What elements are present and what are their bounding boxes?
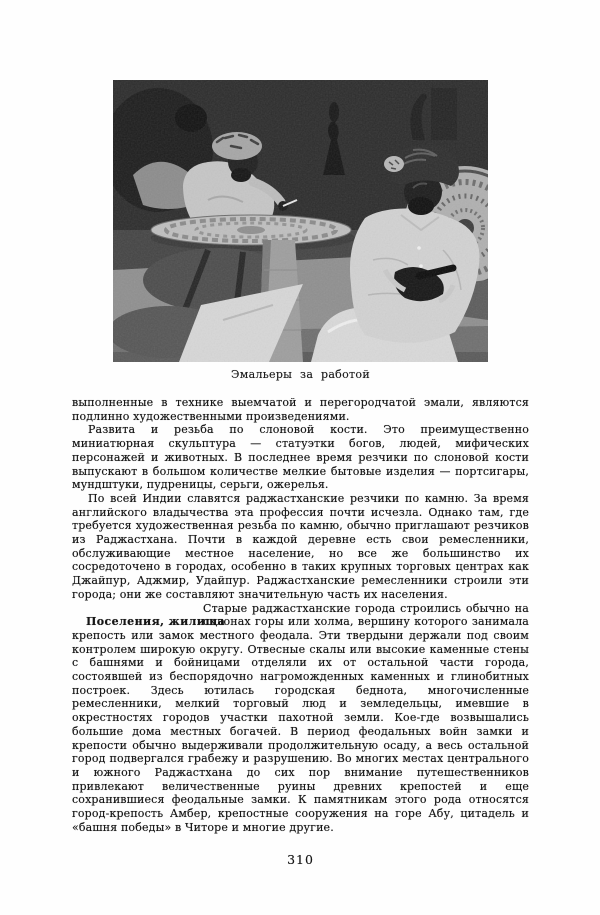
photo-caption: Эмальеры за работой [231, 368, 370, 381]
paragraph [72, 423, 529, 492]
enamellers-photo [113, 80, 488, 362]
paragraph-text: По всей Индии славятся раджастханские резчики по камню. За время английского владычества эта профессия почти исчезла. Однако там, где требуется художественная резьба по камню, обычно приглашают резчиков из Раджастхана. Почти в каждой деревне есть свои ремесленники, обслуживающие местное население, но все же большинство их сосредоточено в городах, особенно в таких крупных торговых центрах как Джайпур, Аджмир, Удайпур. Раджастханские ремесленники строили эти города; они же составляют значительную часть их населения. [72, 491, 529, 601]
paragraph-text: Старые раджастханские города строились обычно на склонах горы или холма, вершину которого занимала крепость или замок местного феодала. Эти твердыни держали под своим контролем широкую округу. Отвесные скалы или высокие каменные стены с башнями и бойницами отделяли их от остальной части города, состоявшей из беспорядочно нагроможденных каменных и глинобитных построек. Здесь ютилась городская беднота, многочисленные ремесленники, мелкий торговый люд и земледельцы, имевшие в окрестностях городов участки пахотной земли. Кое-где возвышались большие дома местных богачей. В период феодальных войн замки и крепости обычно выдерживали продолжительную осаду, а весь остальной город подвергался грабежу и разрушению. Во многих местах центрального и южного Раджастхана до сих пор внимание путешественников привлекают величественные руины древних крепостей и еще сохранившиеся феодальные замки. К памятникам этого рода относятся город-крепость Амбер, крепостные сооружения на горе Абу, цитадель и «башня победы» в Читоре и многие другие. [72, 601, 529, 834]
photo-figure [113, 80, 488, 362]
paragraph-text: выполненные в технике выемчатой и перегородчатой эмали, являются подлинно художественными произведениями. [72, 396, 529, 423]
page-number: 310 [287, 852, 314, 867]
section-shoulder-heading: Поселения, жилища [86, 614, 226, 628]
paragraph [72, 396, 529, 423]
paragraph [72, 602, 529, 835]
body-text [72, 396, 529, 835]
paragraph [72, 492, 529, 602]
paragraph-text: Развита и резьба по слоновой кости. Это преимущественно миниатюрная скульптура — статуэтки богов, людей, мифических персонажей и животных. В последнее время резчики по слоновой кости выпускают в большом количестве мелкие бытовые изделия — портсигары, мундштуки, пудреницы, серьги, ожерелья. [72, 423, 529, 492]
